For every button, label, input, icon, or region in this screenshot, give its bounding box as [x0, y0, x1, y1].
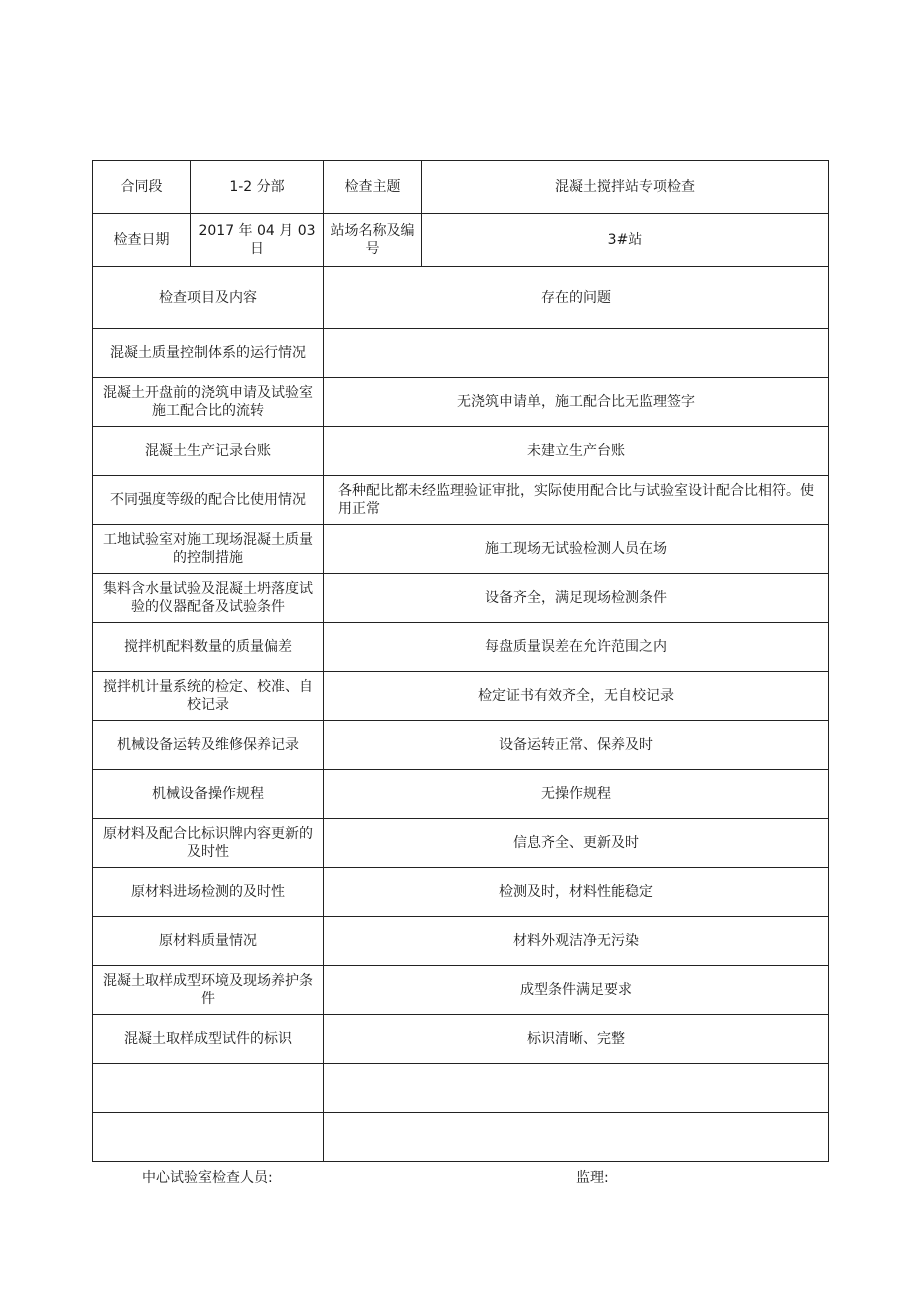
issue-cell: 标识清晰、完整: [324, 1015, 829, 1064]
header-row-contract: [93, 161, 829, 214]
column-header-issue: 存在的问题: [324, 267, 829, 329]
supervisor-label: 监理:: [576, 1170, 609, 1186]
column-header-row: [93, 267, 829, 329]
check-item: [93, 1064, 324, 1113]
issue-cell: 检定证书有效齐全，无自校记录: [324, 672, 829, 721]
column-header-item: 检查项目及内容: [93, 267, 324, 329]
issue-cell: 无操作规程: [324, 770, 829, 819]
table-row: [93, 1015, 829, 1064]
check-item: 原材料进场检测的及时性: [93, 868, 324, 917]
station-label: 站场名称及编号: [324, 214, 422, 267]
check-item: 混凝土生产记录台账: [93, 427, 324, 476]
check-item: 混凝土取样成型试件的标识: [93, 1015, 324, 1064]
check-item: 混凝土开盘前的浇筑申请及试验室施工配合比的流转: [93, 378, 324, 427]
date-label: 检查日期: [93, 214, 191, 267]
issue-cell: 施工现场无试验检测人员在场: [324, 525, 829, 574]
check-item: 机械设备操作规程: [93, 770, 324, 819]
table-row: [93, 378, 829, 427]
contract-value: 1-2 分部: [191, 161, 324, 214]
table-row: [93, 476, 829, 525]
table-row: [93, 525, 829, 574]
date-value: 2017 年 04 月 03 日: [191, 214, 324, 267]
issue-cell: [324, 1113, 829, 1162]
issue-cell: 设备齐全，满足现场检测条件: [324, 574, 829, 623]
check-item: 原材料及配合比标识牌内容更新的及时性: [93, 819, 324, 868]
check-item: 搅拌机计量系统的检定、校准、自校记录: [93, 672, 324, 721]
inspection-form: [92, 160, 828, 1162]
issue-cell: 每盘质量误差在允许范围之内: [324, 623, 829, 672]
check-item: 工地试验室对施工现场混凝土质量的控制措施: [93, 525, 324, 574]
issue-cell: 检测及时，材料性能稳定: [324, 868, 829, 917]
table-row: [93, 917, 829, 966]
table-row: [93, 623, 829, 672]
check-item: 机械设备运转及维修保养记录: [93, 721, 324, 770]
check-item: [93, 1113, 324, 1162]
table-row: [93, 427, 829, 476]
check-item: 集料含水量试验及混凝土坍落度试验的仪器配备及试验条件: [93, 574, 324, 623]
check-item: 不同强度等级的配合比使用情况: [93, 476, 324, 525]
check-item: 原材料质量情况: [93, 917, 324, 966]
issue-cell: 成型条件满足要求: [324, 966, 829, 1015]
topic-label: 检查主题: [324, 161, 422, 214]
table-row: [93, 966, 829, 1015]
inspector-label: 中心试验室检查人员:: [142, 1170, 273, 1186]
check-item: 混凝土取样成型环境及现场养护条件: [93, 966, 324, 1015]
check-item: 混凝土质量控制体系的运行情况: [93, 329, 324, 378]
issue-cell: [324, 329, 829, 378]
inspection-table: [92, 160, 829, 1162]
issue-cell: 无浇筑申请单，施工配合比无监理签字: [324, 378, 829, 427]
contract-label: 合同段: [93, 161, 191, 214]
check-item: 搅拌机配料数量的质量偏差: [93, 623, 324, 672]
table-row: [93, 1113, 829, 1162]
table-row: [93, 1064, 829, 1113]
issue-cell: [324, 1064, 829, 1113]
issue-cell: 未建立生产台账: [324, 427, 829, 476]
issue-cell: 材料外观洁净无污染: [324, 917, 829, 966]
issue-cell: 信息齐全、更新及时: [324, 819, 829, 868]
table-row: [93, 819, 829, 868]
table-row: [93, 868, 829, 917]
table-row: [93, 672, 829, 721]
station-value: 3#站: [422, 214, 829, 267]
table-row: [93, 770, 829, 819]
header-row-date: [93, 214, 829, 267]
table-row: [93, 574, 829, 623]
table-row: [93, 329, 829, 378]
issue-cell: 设备运转正常、保养及时: [324, 721, 829, 770]
signature-footer: [0, 1167, 920, 1187]
issue-cell: 各种配比都未经监理验证审批，实际使用配合比与试验室设计配合比相符。使用正常: [324, 476, 829, 525]
table-row: [93, 721, 829, 770]
topic-value: 混凝土搅拌站专项检查: [422, 161, 829, 214]
